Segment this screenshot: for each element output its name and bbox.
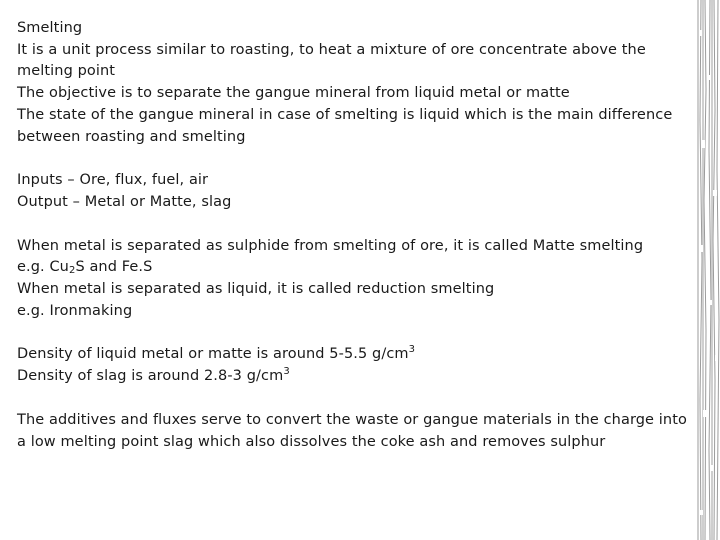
definition-text: It is a unit process similar to roasting, to heat a mixture of ore concentrate above the melting point — [17, 41, 646, 80]
matte-example — [17, 257, 693, 279]
slide-title: Smelting — [17, 20, 83, 36]
spacer — [17, 148, 693, 170]
matte-example-prefix: e.g. Cu — [17, 259, 69, 276]
density-metal-unit-sup: 3 — [408, 344, 416, 356]
slide-content — [17, 18, 693, 453]
spacer — [17, 322, 693, 344]
matte-smelting-text: When metal is separated as sulphide from smelting of ore, it is called Matte smelting — [17, 237, 644, 254]
density-metal-text — [17, 344, 693, 366]
state-text: The state of the gangue mineral in case of smelting is liquid which is the main difference between roasting and smelting — [17, 106, 673, 145]
density-metal-value: Density of liquid metal or matte is around 5-5.5 g/cm — [17, 346, 409, 363]
density-slag-value: Density of slag is around 2.8-3 g/cm — [17, 368, 284, 385]
additives-text: The additives and fluxes serve to convert the waste or gangue materials in the charge into a low melting point slag which also dissolves the coke ash and removes sulphur — [17, 411, 687, 450]
inputs-text: Inputs – Ore, flux, fuel, air — [17, 172, 209, 189]
decorative-rough-edge — [694, 0, 720, 540]
output-text: Output – Metal or Matte, slag — [17, 193, 232, 210]
spacer — [17, 388, 693, 410]
reduction-smelting-text: When metal is separated as liquid, it is called reduction smelting — [17, 281, 495, 298]
density-slag-text — [17, 366, 693, 388]
matte-example-suffix: S and Fe.S — [75, 259, 153, 276]
density-slag-unit-sup: 3 — [283, 366, 290, 378]
objective-text: The objective is to separate the gangue mineral from liquid metal or matte — [17, 85, 570, 102]
rough-edge-graphic — [694, 0, 720, 540]
reduction-example: e.g. Ironmaking — [17, 302, 133, 319]
matte-example-subscript: 2 — [68, 265, 76, 277]
spacer — [17, 214, 693, 236]
